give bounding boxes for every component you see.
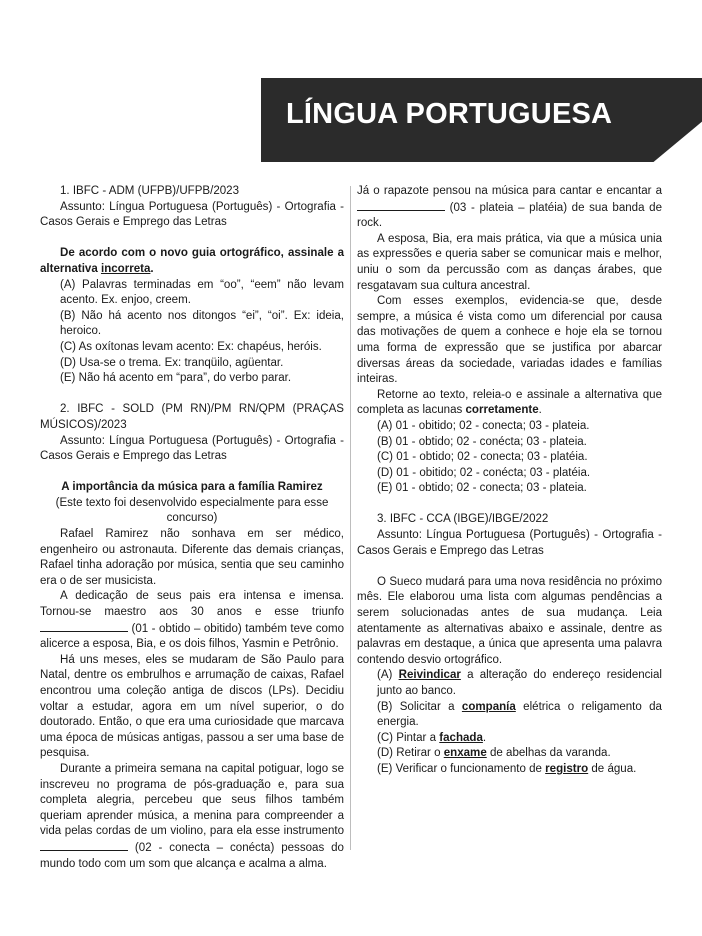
- q3-option-c: [357, 731, 662, 747]
- q3-option-d-post: de abelhas da varanda.: [489, 747, 611, 760]
- q2-paragraph-5-end: (03 - plateia – platéia) de sua banda de rock.: [357, 201, 662, 230]
- q1-option-d: (D) Usa-se o trema. Ex: tranqüilo, agüentar.: [60, 356, 284, 369]
- q2-paragraph-5: [357, 184, 662, 232]
- q2-paragraph-1: Rafael Ramirez não sonhava em ser médico, engenheiro ou astronauta. Diferente das demais crianças, Rafael tinha adoração por música, sentia que seu caminho era o de ser musicista.: [40, 528, 344, 587]
- q3-option-e-pre: (E) Verificar o funcionamento de: [377, 762, 542, 775]
- q3-option-d-word: enxame: [443, 747, 487, 760]
- q3-option-a: [357, 668, 662, 699]
- q3-option-c-word: fachada: [439, 731, 483, 744]
- q1-option-c: (C) As oxítonas levam acento: Ex: chapéus, heróis.: [60, 340, 322, 353]
- q1-stem-text: De acordo com o novo guia ortográfico, assinale a alternativa: [40, 247, 344, 275]
- q2-paragraph-4-start: Durante a primeira semana na capital potiguar, logo se inscreveu no programa de pós-graduação e, para sua completa alegria, percebeu que seus filhos também queriam aprender música, a menina para compreender a vida pelas cordas de um violino, para ela esse instrumento: [40, 762, 344, 838]
- q1-heading: 1. IBFC - ADM (UFPB)/UFPB/2023: [60, 185, 240, 197]
- q2-text-title: A importância da música para a família Ramirez: [61, 481, 323, 494]
- q2-option-b: (B) 01 - obtido; 02 - conécta; 03 - plateia.: [377, 435, 587, 448]
- q3-option-a-pre: (A): [377, 669, 393, 682]
- q3-heading: 3. IBFC - CCA (IBGE)/IBGE/2022: [377, 513, 549, 526]
- q2-prompt-text: Retorne ao texto, releia-o e assinale a alternativa que completa as lacunas: [357, 388, 662, 417]
- q2-paragraph-2: [40, 589, 344, 652]
- left-column: [40, 184, 344, 872]
- q3-option-e: [357, 762, 662, 778]
- gap-blank-01: [40, 621, 128, 632]
- q2-heading: 2. IBFC - SOLD (PM RN)/PM RN/QPM (PRAÇAS MÚSICOS)/2023: [40, 403, 344, 431]
- q1-option-b: (B) Não há acento nos ditongos “ei”, “oi”. Ex: ideia, heroico.: [60, 309, 344, 338]
- q3-option-a-word: Reivindicar: [398, 669, 461, 682]
- page-title: LÍNGUA PORTUGUESA: [286, 98, 613, 130]
- q3-option-b: [357, 700, 662, 731]
- q2-paragraph-2-end: (01 - obtido – obitido) também teve como alicerce a esposa, Bia, e os dois filhos, Yasmin e Petrônio.: [40, 622, 344, 651]
- q2-option-e: (E) 01 - obtido; 02 - conecta; 03 - plateia.: [377, 482, 587, 495]
- q1-stem-emphasis: incorreta: [100, 262, 151, 275]
- q3-option-c-post: .: [482, 731, 487, 744]
- q3-option-a-post: a alteração do endereço residencial junto ao banco.: [377, 669, 662, 697]
- column-divider: [350, 186, 351, 850]
- q2-assunto: Assunto: Língua Portuguesa (Português) - Ortografia - Casos Gerais e Emprego das Letras: [40, 434, 344, 463]
- gap-blank-03: [357, 200, 445, 211]
- q2-prompt: [357, 388, 662, 419]
- q2-prompt-end: .: [538, 404, 542, 417]
- q2-paragraph-2-start: A dedicação de seus pais era intensa e imensa. Tornou-se maestro aos 30 anos e esse triunfo: [40, 590, 344, 619]
- q2-paragraph-3: Há uns meses, eles se mudaram de São Paulo para Natal, dentre os embrulhos e arrumação de caixas, Rafael encontrou uma coleção antiga de discos (LPs). Decidiu voltar a estudar, agora em um nível superior, o do doutorado. Então, o que era uma curiosidade que marcava uma época de músicas antigas, passou a ser uma base de pesquisa.: [40, 653, 344, 760]
- q2-prompt-emphasis: corretamente: [465, 404, 539, 417]
- q1-stem: [40, 246, 344, 277]
- q2-paragraph-5-start: Já o rapazote pensou na música para cantar e encantar a: [357, 185, 662, 197]
- q2-paragraph-4-end: (02 - conecta – conécta) pessoas do mundo todo com um som que alcança e acalma a alma.: [40, 841, 344, 870]
- q1-assunto: Assunto: Língua Portuguesa (Português) - Ortografia - Casos Gerais e Emprego das Letras: [40, 200, 344, 229]
- q3-option-c-pre: (C) Pintar a: [377, 731, 437, 744]
- q2-option-d: (D) 01 - obitido; 02 - conécta; 03 - platéia.: [377, 466, 591, 479]
- gap-blank-02: [40, 840, 128, 851]
- q1-option-a: (A) Palavras terminadas em “oo”, “eem” não levam acento. Ex. enjoo, creem.: [60, 278, 344, 307]
- q3-option-b-word: companía: [461, 700, 516, 713]
- q3-option-b-pre: (B) Solicitar a: [377, 700, 455, 713]
- q2-option-c: (C) 01 - obtido; 02 - conecta; 03 - platéia.: [377, 451, 588, 464]
- q3-stem: O Sueco mudará para uma nova residência no próximo mês. Ele elaborou uma lista com algumas pendências a serem solucionadas antes de sua mudança. Leia atentamente as alternativas abaixo e assinale, dentre as palavras em destaque, a única que apresenta uma palavra contendo desvio ortográfico.: [357, 575, 662, 666]
- q3-option-e-post: de água.: [591, 762, 637, 775]
- q3-option-d-pre: (D) Retirar o: [377, 747, 441, 760]
- q3-option-e-word: registro: [545, 762, 589, 775]
- right-column: [357, 184, 662, 778]
- q2-paragraph-6: A esposa, Bia, era mais prática, via que a música unia as expressões e queria saber se comunicar mais e melhor, uniu o som da percussão com as danças árabes, que resgatavam sua cultura ancestral.: [357, 232, 662, 292]
- q3-option-b-post: elétrica o religamento da energia.: [377, 700, 662, 729]
- q3-assunto: Assunto: Língua Portuguesa (Português) - Ortografia - Casos Gerais e Emprego das Letras: [357, 529, 662, 557]
- q3-option-d: [357, 746, 662, 762]
- q2-option-a: (A) 01 - obitido; 02 - conecta; 03 - plateia.: [377, 419, 590, 432]
- q1-option-e: (E) Não há acento em “para”, do verbo parar.: [60, 372, 292, 385]
- q2-text-subtitle: (Este texto foi desenvolvido especialmente para esse concurso): [55, 496, 329, 525]
- q2-paragraph-4: [40, 762, 344, 872]
- q1-stem-end: .: [150, 262, 154, 275]
- q2-paragraph-7: Com esses exemplos, evidencia-se que, desde sempre, a música é vista como um diferencial por causa das motivações de quem a conhece e hoje ela se tornou uma forma de expressão que se justifica por abarcar diversas áreas da sociedade, variadas idades e famílias inteiras.: [357, 295, 662, 386]
